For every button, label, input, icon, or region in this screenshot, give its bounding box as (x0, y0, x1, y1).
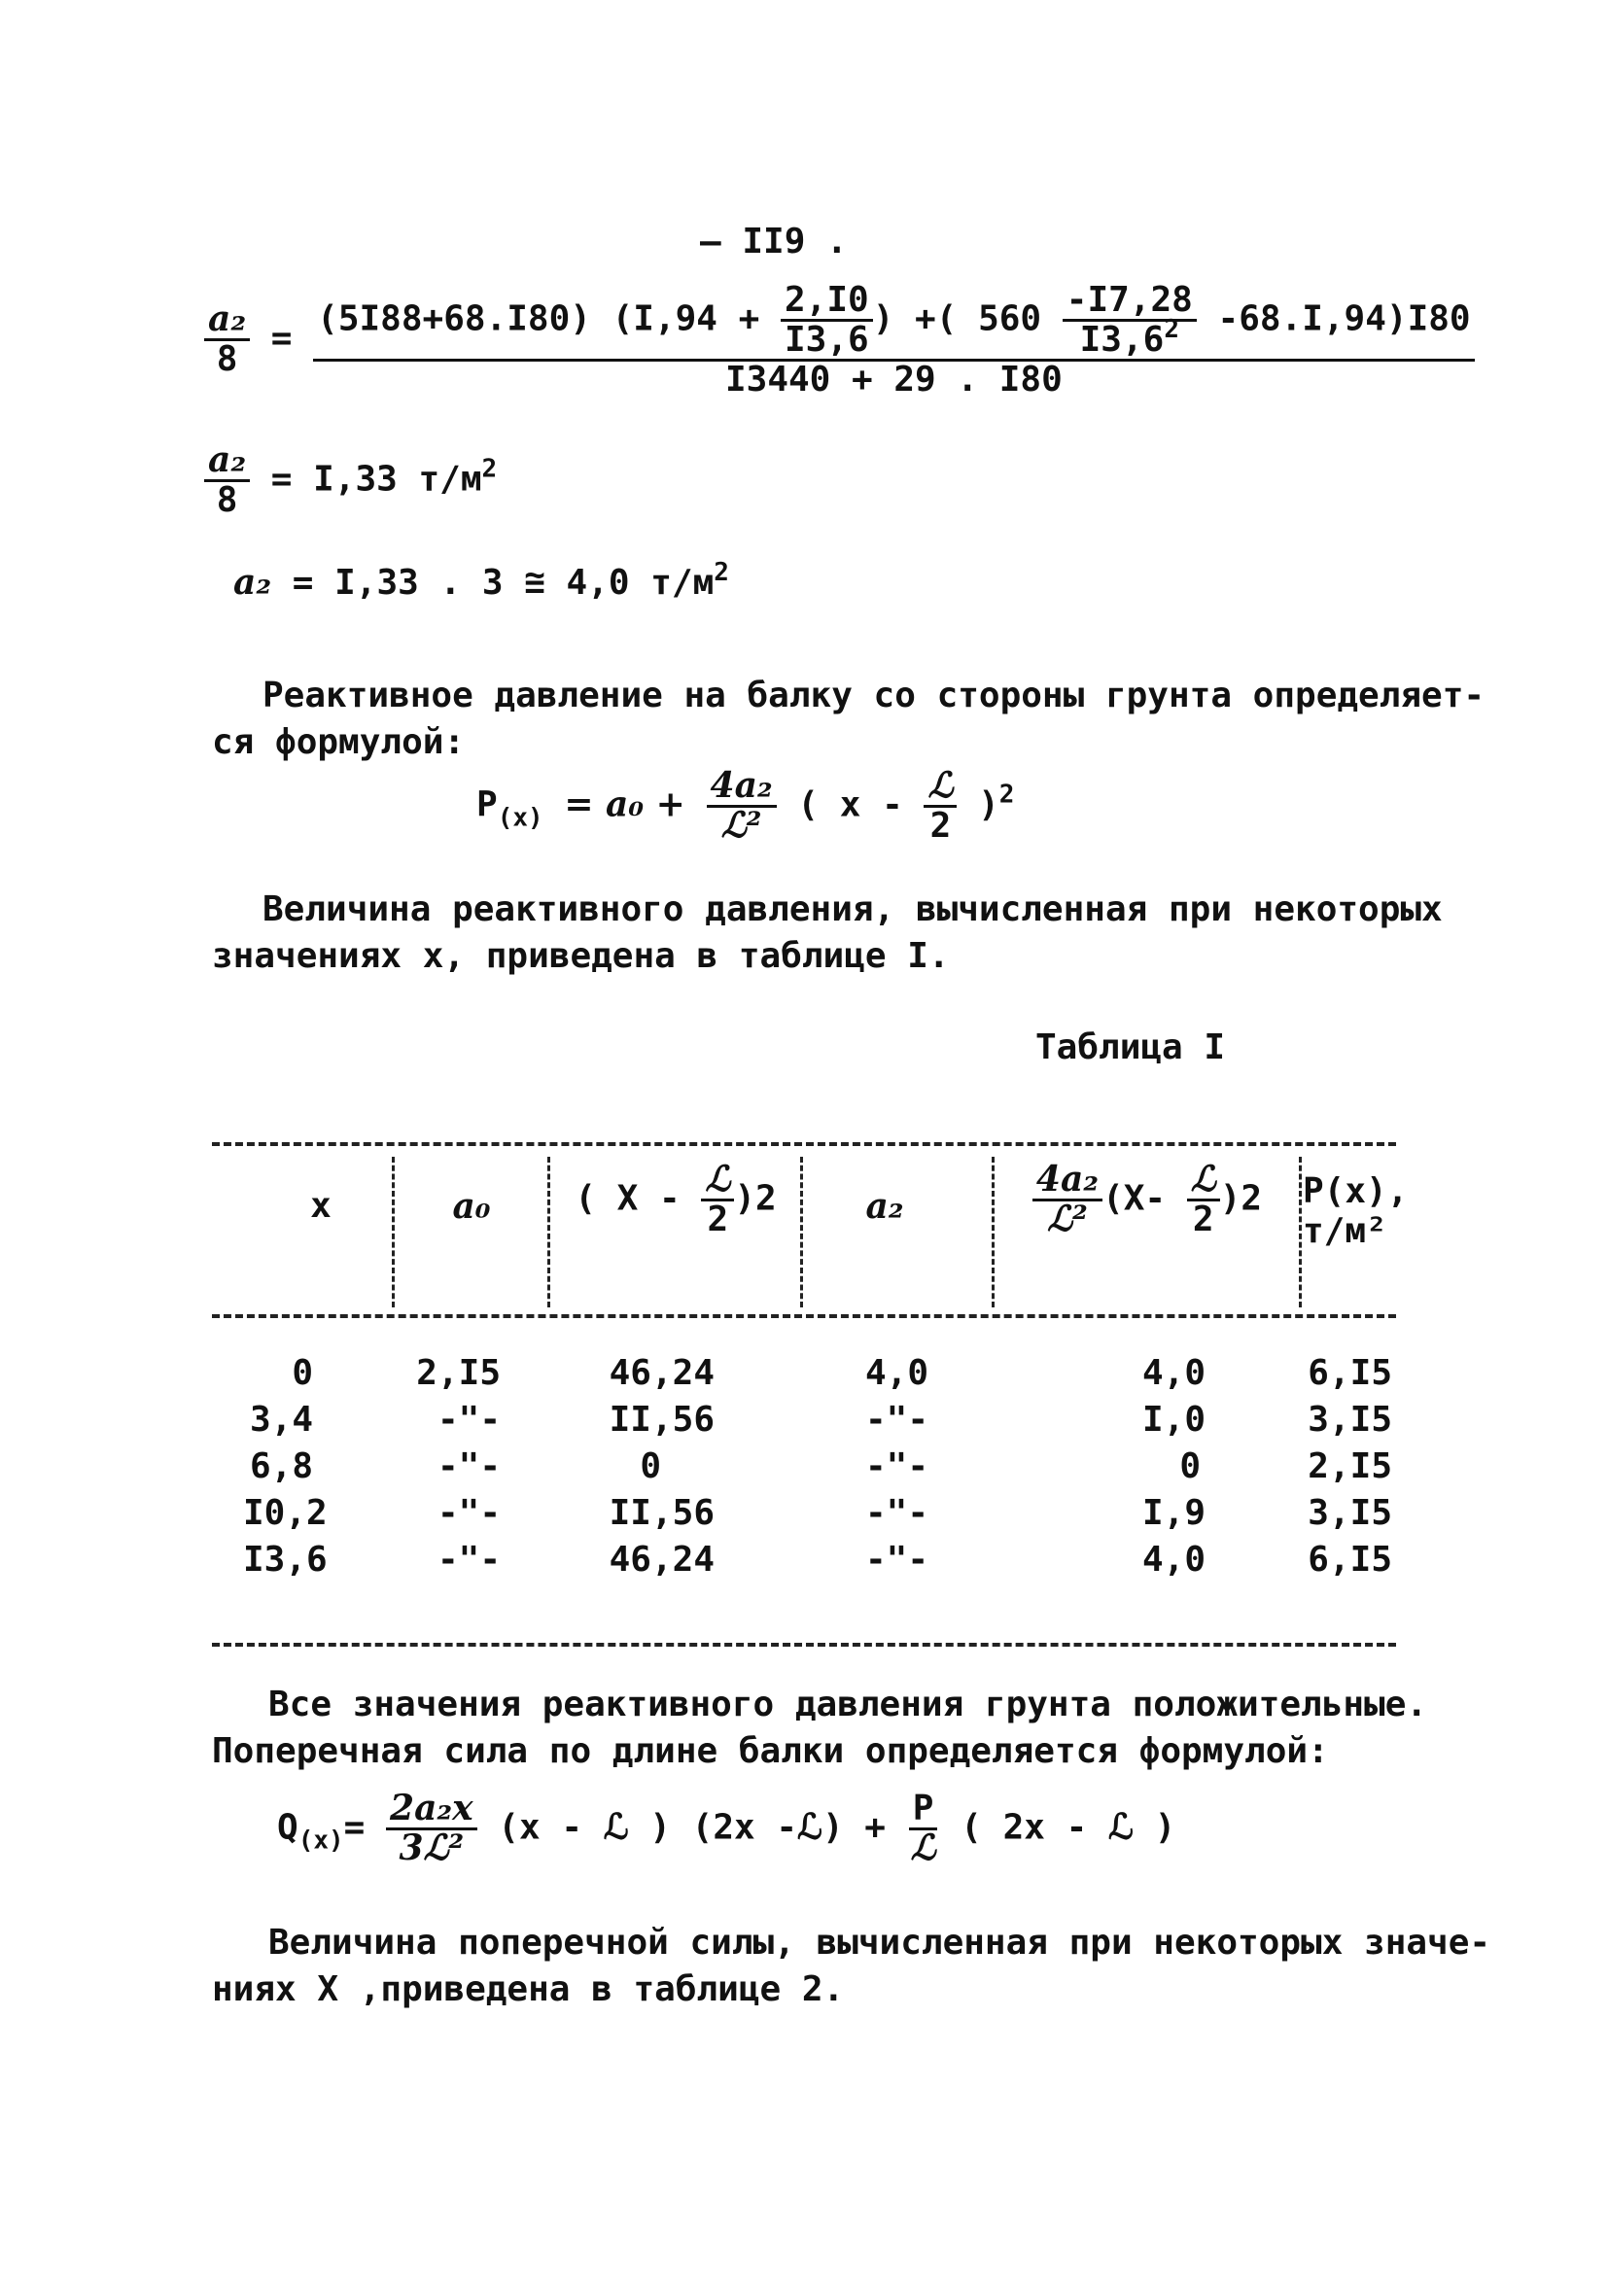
header-x: x (310, 1186, 332, 1226)
table-bottom-rule (212, 1643, 1396, 1647)
formula-shear-force: $Q_{(x)}=$ $\frac{\text{2a₂x}}{\text{3ℒ²}}$ (x - ℒ ) (2x -ℒ) + $\frac{P}{\text{ℒ}}$ ( 2x - ℒ ) (277, 1788, 1176, 1868)
header-a0: a₀ (452, 1186, 491, 1227)
eq1-rhs: (5I88+68.I80) (I,94 + $\frac{2,I0}{I3,6}$ ) +( 560 $\frac{-I7,28}{I3,6^2}$ -68.I,94)I80 I3440 + 29 . I80 (313, 282, 1474, 398)
equation-3: a₂ = I,33 . 3 ≅ 4,0 $т/м^2$ (233, 558, 729, 603)
paragraph-3: Все значения реактивного давления грунта положительные. Поперечная сила по длине балки определяется формулой: (212, 1685, 1428, 1771)
table-caption: Таблица I (1035, 1027, 1226, 1067)
header-pressure-term: $\frac{\text{4a₂}}{\text{ℒ²}}$ (X- $\frac{\text{ℒ}}{2}$ )2 (1001, 1162, 1293, 1238)
header-p: P(x), т/м² (1303, 1171, 1409, 1251)
header-square-term: ( X - $\frac{\text{ℒ}}{2}$ )2 (575, 1159, 777, 1239)
paragraph-2: Величина реактивного давления, вычисленная при некоторых значениях x, приведена в таблице I. (212, 889, 1443, 976)
eq1-lhs: $\frac{\text{a₂}}{8}$ (204, 301, 250, 378)
equation-2: $\frac{\text{a₂}}{8}$ = I,33 $т/м^2$ (204, 442, 497, 519)
paragraph-1: Реактивное давление на балку со стороны грунта определяет- ся формулой: (212, 676, 1486, 762)
header-a2: a₂ (865, 1186, 904, 1227)
equation-1: $\frac{\text{a₂}}{8}$ = (5I88+68.I80) (I,94 + $\frac{2,I0}{I3,6}$ ) +( 560 $\frac{-I7,28}{I3,6^2}$ -68.I,94)I80 I3440 + 29 . I80 (204, 282, 1475, 398)
table-top-rule (212, 1142, 1396, 1146)
table-header-rule (212, 1314, 1396, 1318)
formula-reactive-pressure: $P_{(x)} = a_0$ + $\frac{\text{4a₂}}{\text{ℒ²}}$ ( x - $\frac{\text{ℒ}}{2}$ )$^2$ (476, 765, 1015, 846)
page-number: — II9 . (700, 222, 848, 261)
paragraph-4: Величина поперечной силы, вычисленная при некоторых значе- ниях X ,приведена в таблице 2. (212, 1923, 1491, 2009)
